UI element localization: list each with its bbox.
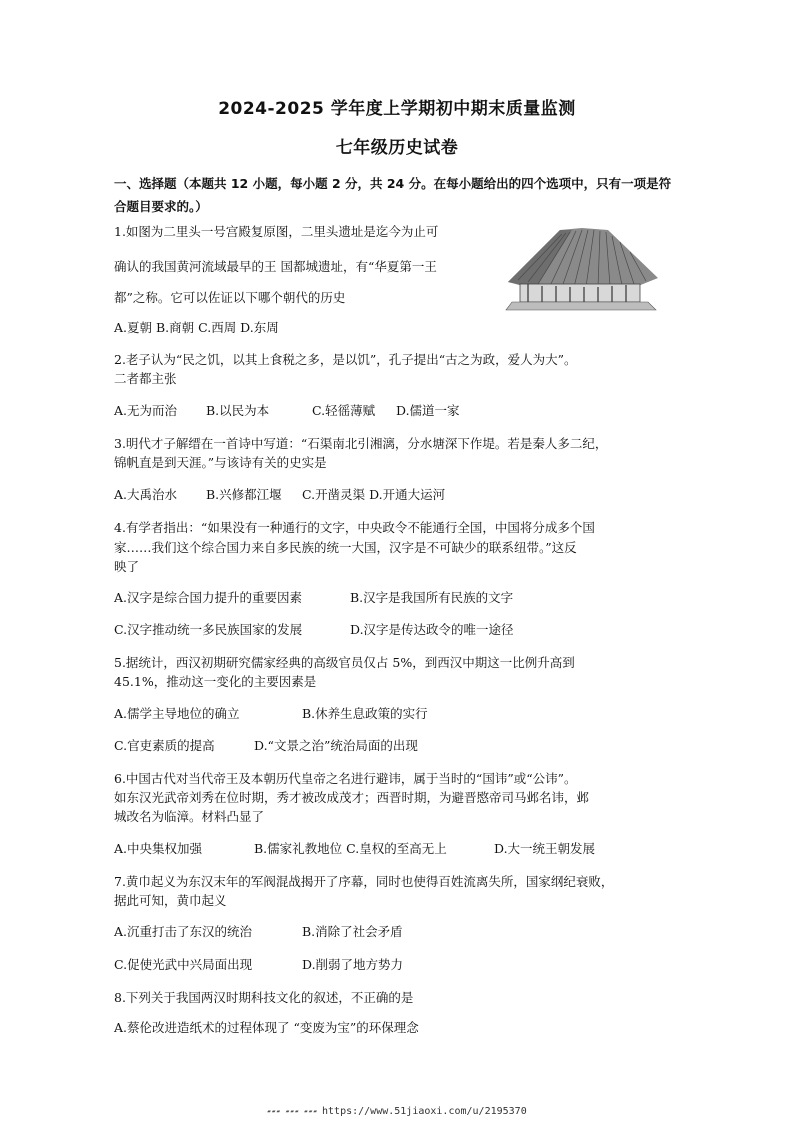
question-5-line-1: 5.据统计，西汉初期研究儒家经典的高级官员仅占 5%，到西汉中期这一比例升高到 [114,655,575,670]
question-1-line-3: 都”之称。它可以佐证以下哪个朝代的历史 [114,290,346,305]
question-3-options [114,487,445,503]
question-6-options [114,841,595,857]
question-8-option-a: A.蔡伦改进造纸术的过程体现了 “变废为宝”的环保理念 [114,1020,419,1035]
question-7-option-a: A.沉重打击了东汉的统治 [114,924,253,939]
question-7-option-d: D.削弱了地方势力 [302,957,404,972]
question-4-options-row-2 [114,622,514,638]
question-7-option-b: B.消除了社会矛盾 [302,924,403,939]
question-5-options-row-2 [114,738,418,754]
question-2-option-d: D.儒道一家 [396,403,460,418]
question-4-option-b: B.汉字是我国所有民族的文字 [350,590,514,605]
question-7-options-row-1 [114,924,403,940]
question-4-line-1: 4.有学者指出：“如果没有一种通行的文字，中央政令不能通行全国，中国将分成多个国 [114,520,595,535]
question-7-line-1: 7.黄巾起义为东汉末年的军阀混战揭开了序幕，同时也使得百姓流离失所，国家纲纪衰败， [114,874,614,889]
page-footer [0,1106,794,1117]
question-6-option-bc: B.儒家礼教地位 C.皇权的至高无上 [254,841,447,856]
question-7-option-c: C.促使光武中兴局面出现 [114,957,253,972]
question-4-option-a: A.汉字是综合国力提升的重要因素 [114,590,303,605]
question-1-line-1: 1.如图为二里头一号宫殿复原图，二里头遗址是迄今为止可 [114,224,439,239]
section-heading: 一、选择题（本题共 12 小题，每小题 2 分，共 24 分。在每小题给出的四个选项中，只有一项是符合题目要求的。） [114,176,672,214]
question-5-option-d: D.“文景之治”统治局面的出现 [254,738,418,753]
question-7-options-row-2 [114,957,403,973]
question-8-options [114,1020,419,1036]
question-3-option-cd: C.开凿灵渠 D.开通大运河 [302,487,446,502]
question-2-option-c: C.轻徭薄赋 [312,403,376,418]
footer-url[interactable]: https://www.51jiaoxi.com/u/2195370 [322,1106,527,1117]
question-2-option-a: A.无为而治 [114,403,178,418]
question-2-line-1: 2.老子认为“民之饥，以其上食税之多，是以饥”，孔子提出“古之为政，爱人为大”。 [114,352,577,367]
question-6-line-1: 6.中国古代对当代帝王及本朝历代皇帝之名进行避讳，属于当时的“国讳”或“公讳”。 [114,771,577,786]
footer-marks: ▰▰▰ ▰▰▰ ▰▰▰ [267,1107,319,1115]
question-7-line-2: 据此可知，黄巾起义 [114,893,227,908]
question-4-option-d: D.汉字是传达政令的唯一途径 [350,622,514,637]
question-5-option-a: A.儒学主导地位的确立 [114,706,240,721]
question-5-line-2: 45.1%，推动这一变化的主要因素是 [114,674,317,689]
question-6-line-2: 如东汉光武帝刘秀在位时期，秀才被改成茂才；西晋时期，为避晋愍帝司马邺名讳，邺 [114,790,590,805]
question-1-line-2: 确认的我国黄河流域最早的王 国都城遗址，有“华夏第一王 [114,259,437,274]
question-2-option-b: B.以民为本 [206,403,270,418]
exam-subtitle: 七年级历史试卷 [335,138,459,158]
exam-title: 2024-2025 学年度上学期初中期末质量监测 [218,99,576,119]
question-4-option-c: C.汉字推动统一多民族国家的发展 [114,622,303,637]
question-1-option-row: A.夏朝 B.商朝 C.西周 D.东周 [114,320,279,335]
question-4-options-row-1 [114,590,513,606]
question-5-option-c: C.官吏素质的提高 [114,738,215,753]
question-1-options [114,320,279,336]
question-2-options [114,403,460,419]
question-3-line-1: 3.明代才子解缙在一首诗中写道：“石渠南北引湘漓，分水塘深下作堤。若是秦人多二纪， [114,436,608,451]
question-8-line-1: 8.下列关于我国两汉时期科技文化的叙述，不正确的是 [114,990,414,1005]
question-4-line-3: 映了 [114,559,140,574]
question-6-line-3: 城改名为临漳。材料凸显了 [114,809,265,824]
question-2-line-2: 二者都主张 [114,371,177,386]
palace-reconstruction-illustration-icon [498,220,666,316]
question-6-option-d: D.大一统王朝发展 [494,841,596,856]
question-6-option-a: A.中央集权加强 [114,841,203,856]
question-4-line-2: 家……我们这个综合国力来自多民族的统一大国，汉字是不可缺少的联系纽带。”这反 [114,540,577,555]
question-3-option-a: A.大禹治水 [114,487,178,502]
question-3-option-b: B.兴修都江堰 [206,487,282,502]
question-5-option-b: B.休养生息政策的实行 [302,706,428,721]
question-3-line-2: 锦帆直是到天涯。”与该诗有关的史实是 [114,455,327,470]
question-5-options-row-1 [114,706,428,722]
